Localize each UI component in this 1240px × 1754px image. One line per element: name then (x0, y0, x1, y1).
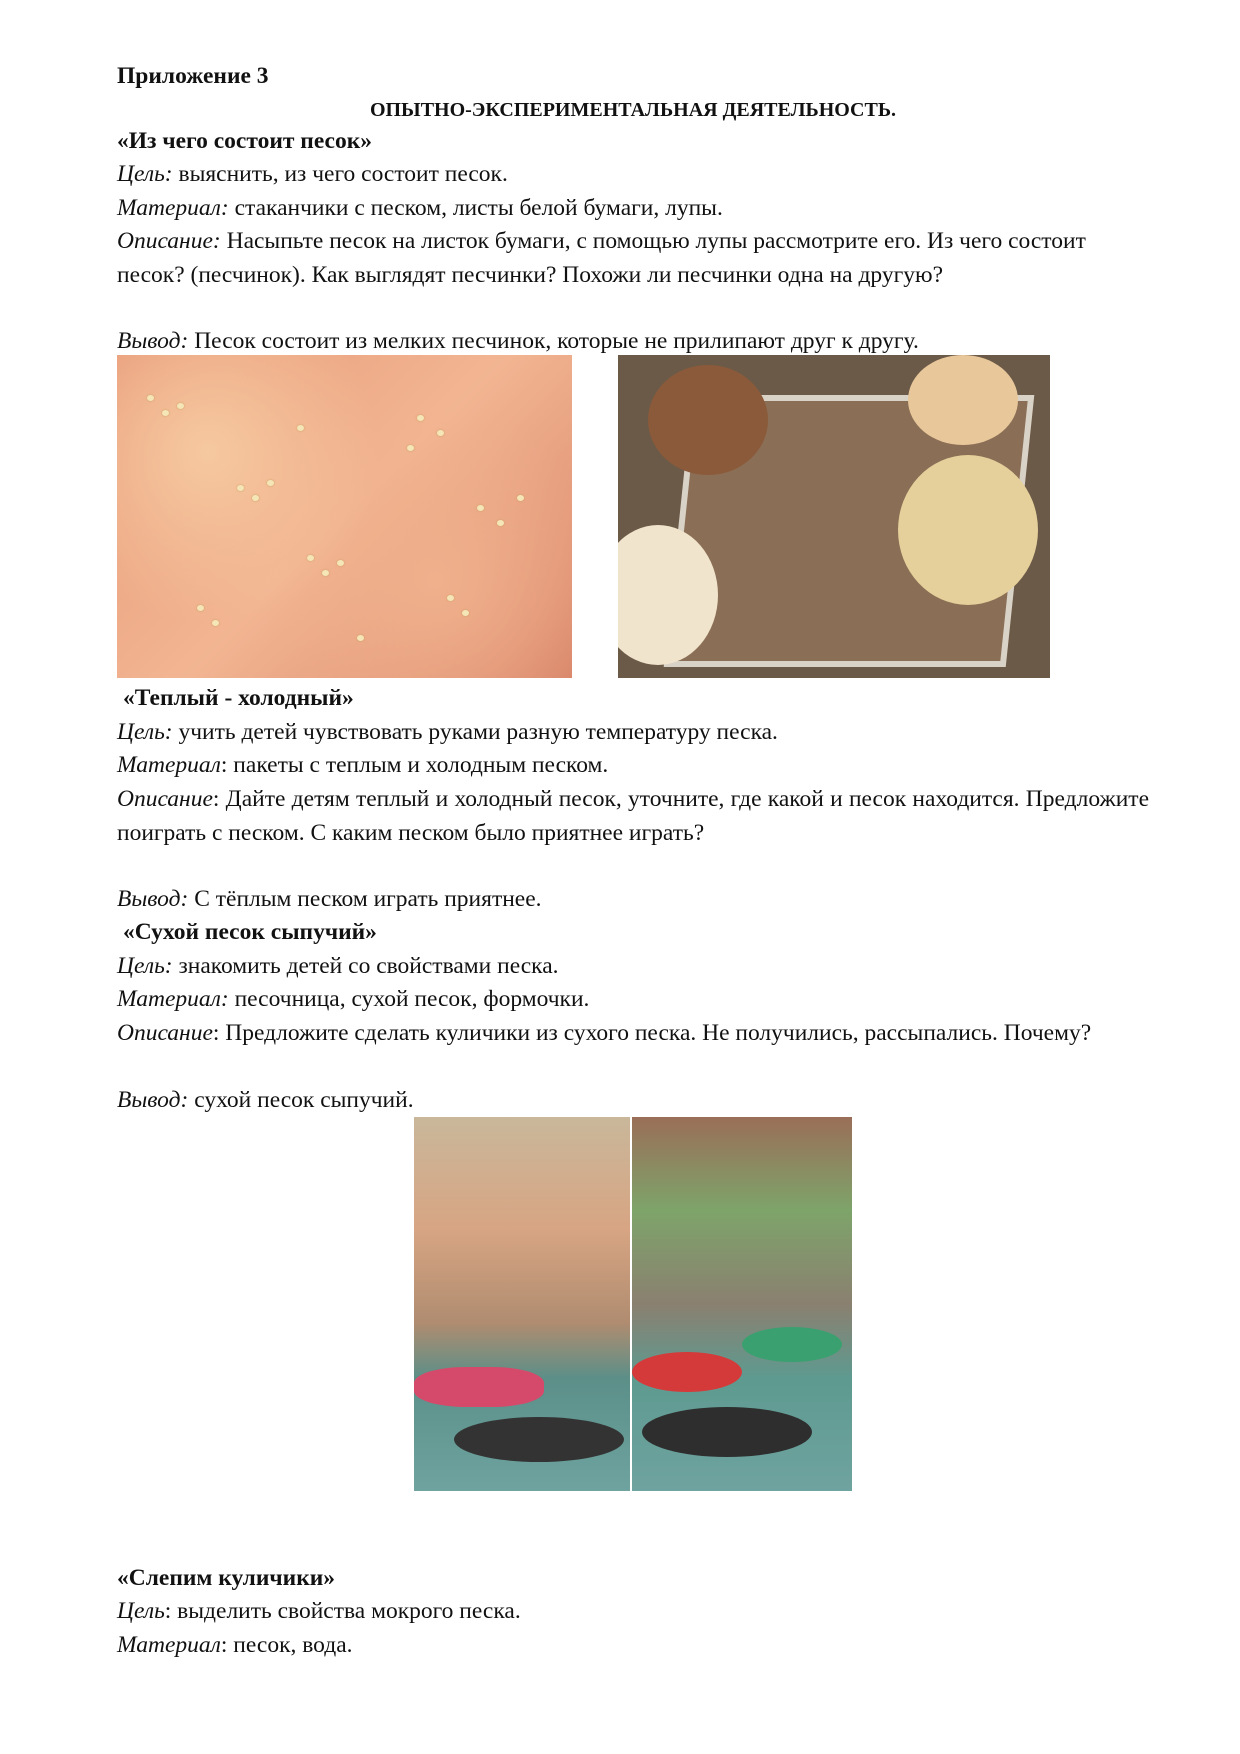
sand-pouring-collage-photo (414, 1117, 852, 1491)
experiment-4-heading: «Слепим куличики» (117, 1565, 336, 1591)
formed-sand-photo-half (632, 1117, 852, 1491)
experiment-1-goal (117, 158, 1149, 192)
goal-text: выяснить, из чего состоит песок. (172, 161, 508, 187)
description-text: : Предложите сделать куличики из сухого песка. Не получились, рассыпались. Почему? (212, 1020, 1092, 1046)
experiment-2-goal (117, 716, 1149, 750)
experiment-1-conclusion (117, 325, 1149, 359)
material-label: Материал (117, 752, 221, 778)
goal-label: Цель: (117, 953, 173, 979)
experiment-3-heading: «Сухой песок сыпучий» (123, 919, 377, 945)
material-label: Материал (117, 1632, 221, 1658)
description-text: : Дайте детям теплый и холодный песок, уточните, где какой и песок находится. Предложите поиграть с песком. С каким песком было приятнее играть? (117, 786, 1149, 846)
experiment-2-conclusion (117, 883, 1149, 917)
experiment-2-heading: «Теплый - холодный» (123, 685, 354, 711)
material-label: Материал: (117, 986, 229, 1012)
conclusion-label: Вывод: (117, 328, 189, 354)
material-text: : песок, вода. (220, 1632, 353, 1658)
material-label: Материал: (117, 195, 229, 221)
child-head (908, 355, 1018, 445)
goal-text: знакомить детей со свойствами песка. (172, 953, 559, 979)
material-text: : пакеты с теплым и холодным песком. (220, 752, 609, 778)
experiment-1-description (117, 225, 1149, 292)
child-head (898, 455, 1038, 605)
conclusion-label: Вывод: (117, 1087, 189, 1113)
description-label: Описание (117, 1020, 213, 1046)
experiment-2-description (117, 783, 1149, 850)
conclusion-label: Вывод: (117, 886, 189, 912)
dry-sand-photo-half (414, 1117, 630, 1491)
goal-text: : выделить свойства мокрого песка. (164, 1598, 521, 1624)
conclusion-text: сухой песок сыпучий. (188, 1087, 414, 1113)
description-text: Насыпьте песок на листок бумаги, с помощью лупы рассмотрите его. Из чего состоит песок? (песчинок). Как выглядят песчинки? Похожи ли песчинки одна на другую? (117, 228, 1086, 288)
experiment-3-description (117, 1017, 1149, 1051)
material-text: стаканчики с песком, листы белой бумаги, лупы. (228, 195, 723, 221)
conclusion-text: С тёплым песком играть приятнее. (188, 886, 542, 912)
experiment-3-goal (117, 950, 1149, 984)
children-with-magnifiers-photo (618, 355, 1050, 678)
description-label: Описание: (117, 228, 221, 254)
description-label: Описание (117, 786, 213, 812)
child-head (648, 365, 768, 475)
experiment-2-material (117, 749, 1149, 783)
goal-label: Цель: (117, 161, 173, 187)
appendix-label: Приложение 3 (117, 63, 269, 89)
experiment-1-material (117, 192, 1149, 226)
sand-grains-on-hand-photo (117, 355, 572, 678)
experiment-4-goal (117, 1595, 1149, 1629)
goal-label: Цель: (117, 719, 173, 745)
experiment-4-material (117, 1629, 1149, 1663)
conclusion-text: Песок состоит из мелких песчинок, которые не прилипают друг к другу. (188, 328, 919, 354)
material-text: песочница, сухой песок, формочки. (228, 986, 590, 1012)
experiment-3-conclusion (117, 1084, 1149, 1118)
goal-label: Цель (117, 1598, 165, 1624)
experiment-1-heading: «Из чего состоит песок» (117, 128, 373, 154)
experiment-3-material (117, 983, 1149, 1017)
page-title: ОПЫТНО-ЭКСПЕРИМЕНТАЛЬНАЯ ДЕЯТЕЛЬНОСТЬ. (369, 99, 897, 121)
goal-text: учить детей чувствовать руками разную температуру песка. (172, 719, 778, 745)
